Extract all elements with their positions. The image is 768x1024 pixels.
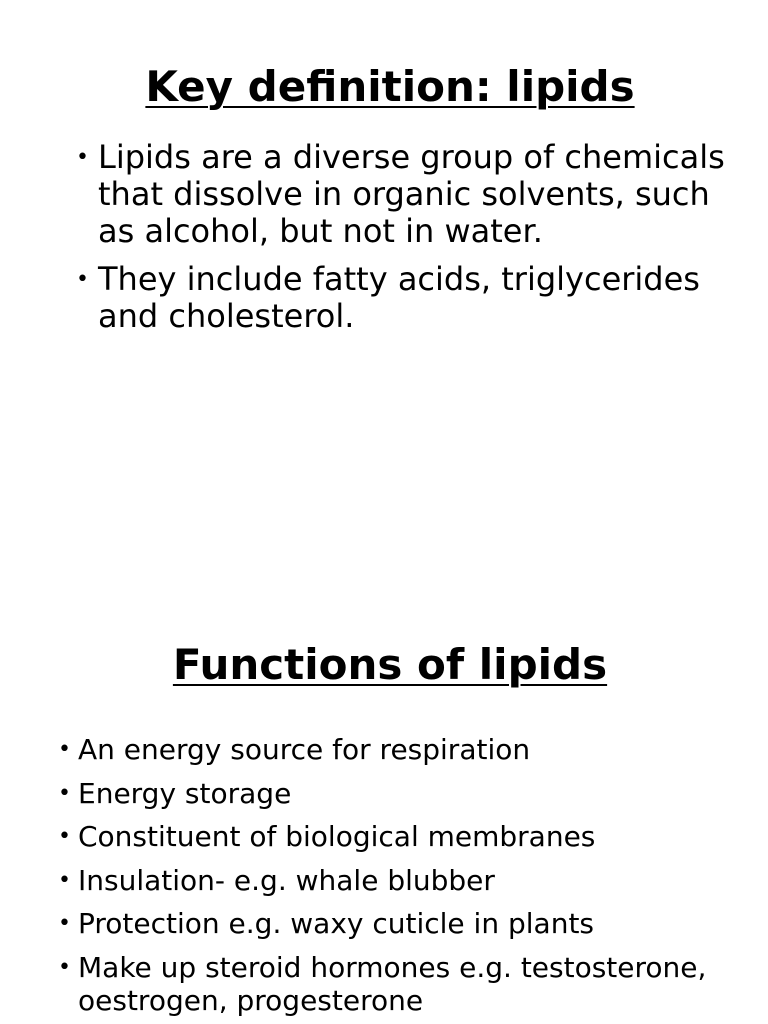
bullet-list	[58, 733, 758, 1024]
bullet-item	[58, 733, 758, 766]
bullet-item	[58, 950, 758, 1017]
bullet-item	[58, 863, 758, 897]
bullet-text: Lipids are a diverse group of chemicals that dissolve in organic solvents, such as alcohol, but not in water.	[98, 138, 725, 250]
bullet-dot-icon: •	[58, 737, 71, 762]
bullet-text: Protection e.g. waxy cuticle in plants	[78, 907, 595, 940]
bullet-text: Make up steroid hormones e.g. testosterone, oestrogen, progesterone	[78, 950, 707, 1017]
bullet-dot-icon: •	[58, 824, 71, 849]
bullet-item	[76, 260, 738, 335]
bullet-dot-icon: •	[58, 911, 71, 936]
slide-title: Key definition: lipids	[145, 62, 635, 112]
bullet-dot-icon: •	[58, 867, 71, 893]
slide-functions-of-lipids	[0, 576, 768, 1024]
bullet-item	[58, 820, 758, 853]
bullet-text: Constituent of biological membranes	[78, 820, 596, 853]
bullet-item	[58, 776, 758, 810]
bullet-dot-icon: •	[76, 145, 89, 170]
slide-title: Functions of lipids	[172, 640, 608, 690]
bullet-dot-icon: •	[58, 780, 71, 806]
bullet-text: An energy source for respiration	[78, 733, 531, 766]
bullet-dot-icon: •	[58, 954, 71, 980]
bullet-text: Energy storage	[78, 776, 292, 810]
bullet-text: Insulation- e.g. whale blubber	[78, 863, 495, 897]
bullet-dot-icon: •	[76, 267, 89, 292]
bullet-text: They include fatty acids, triglycerides and cholesterol.	[98, 260, 700, 335]
bullet-list	[76, 138, 738, 346]
bullet-item	[58, 907, 758, 940]
bullet-item	[76, 138, 738, 250]
